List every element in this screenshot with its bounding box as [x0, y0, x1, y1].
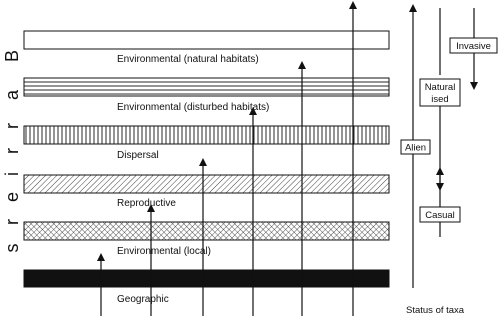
side-title: [2, 50, 22, 253]
side-title-letter: i: [1, 172, 22, 176]
side-title-letter: r: [1, 148, 22, 154]
status-of-taxa: [401, 8, 497, 316]
barrier-label: Dispersal: [117, 150, 159, 161]
side-title-letter: r: [1, 219, 22, 225]
side-title-letter: e: [1, 191, 22, 203]
side-title-letter: a: [1, 89, 22, 101]
barrier-band-geographic: [24, 270, 389, 287]
barrier-band-reproductive: [24, 175, 389, 193]
naturalised-label-line2: ised: [431, 94, 449, 105]
barrier-band-environmental-natural: [24, 31, 389, 49]
casual-label: Casual: [425, 210, 455, 221]
barrier-label: Environmental (natural habitats): [117, 54, 259, 65]
barrier-band-environmental-local: [24, 222, 389, 240]
alien-label: Alien: [404, 142, 427, 154]
side-title-letter: r: [1, 123, 22, 129]
barrier-label: Reproductive: [117, 198, 176, 209]
invasive-label: Invasive: [456, 41, 491, 52]
barrier-band-dispersal: [24, 126, 389, 144]
side-title-letter: B: [1, 49, 22, 63]
barrier-label: Geographic: [117, 294, 169, 305]
barrier-band-environmental-disturbed: [24, 78, 389, 96]
barrier-label: Environmental (disturbed habitats): [117, 102, 270, 113]
naturalised-label-line1: Natural: [424, 82, 456, 93]
barrier-label: Environmental (local): [117, 246, 211, 257]
status-title: Status of taxa: [406, 305, 465, 316]
side-title-letter: s: [1, 243, 22, 253]
